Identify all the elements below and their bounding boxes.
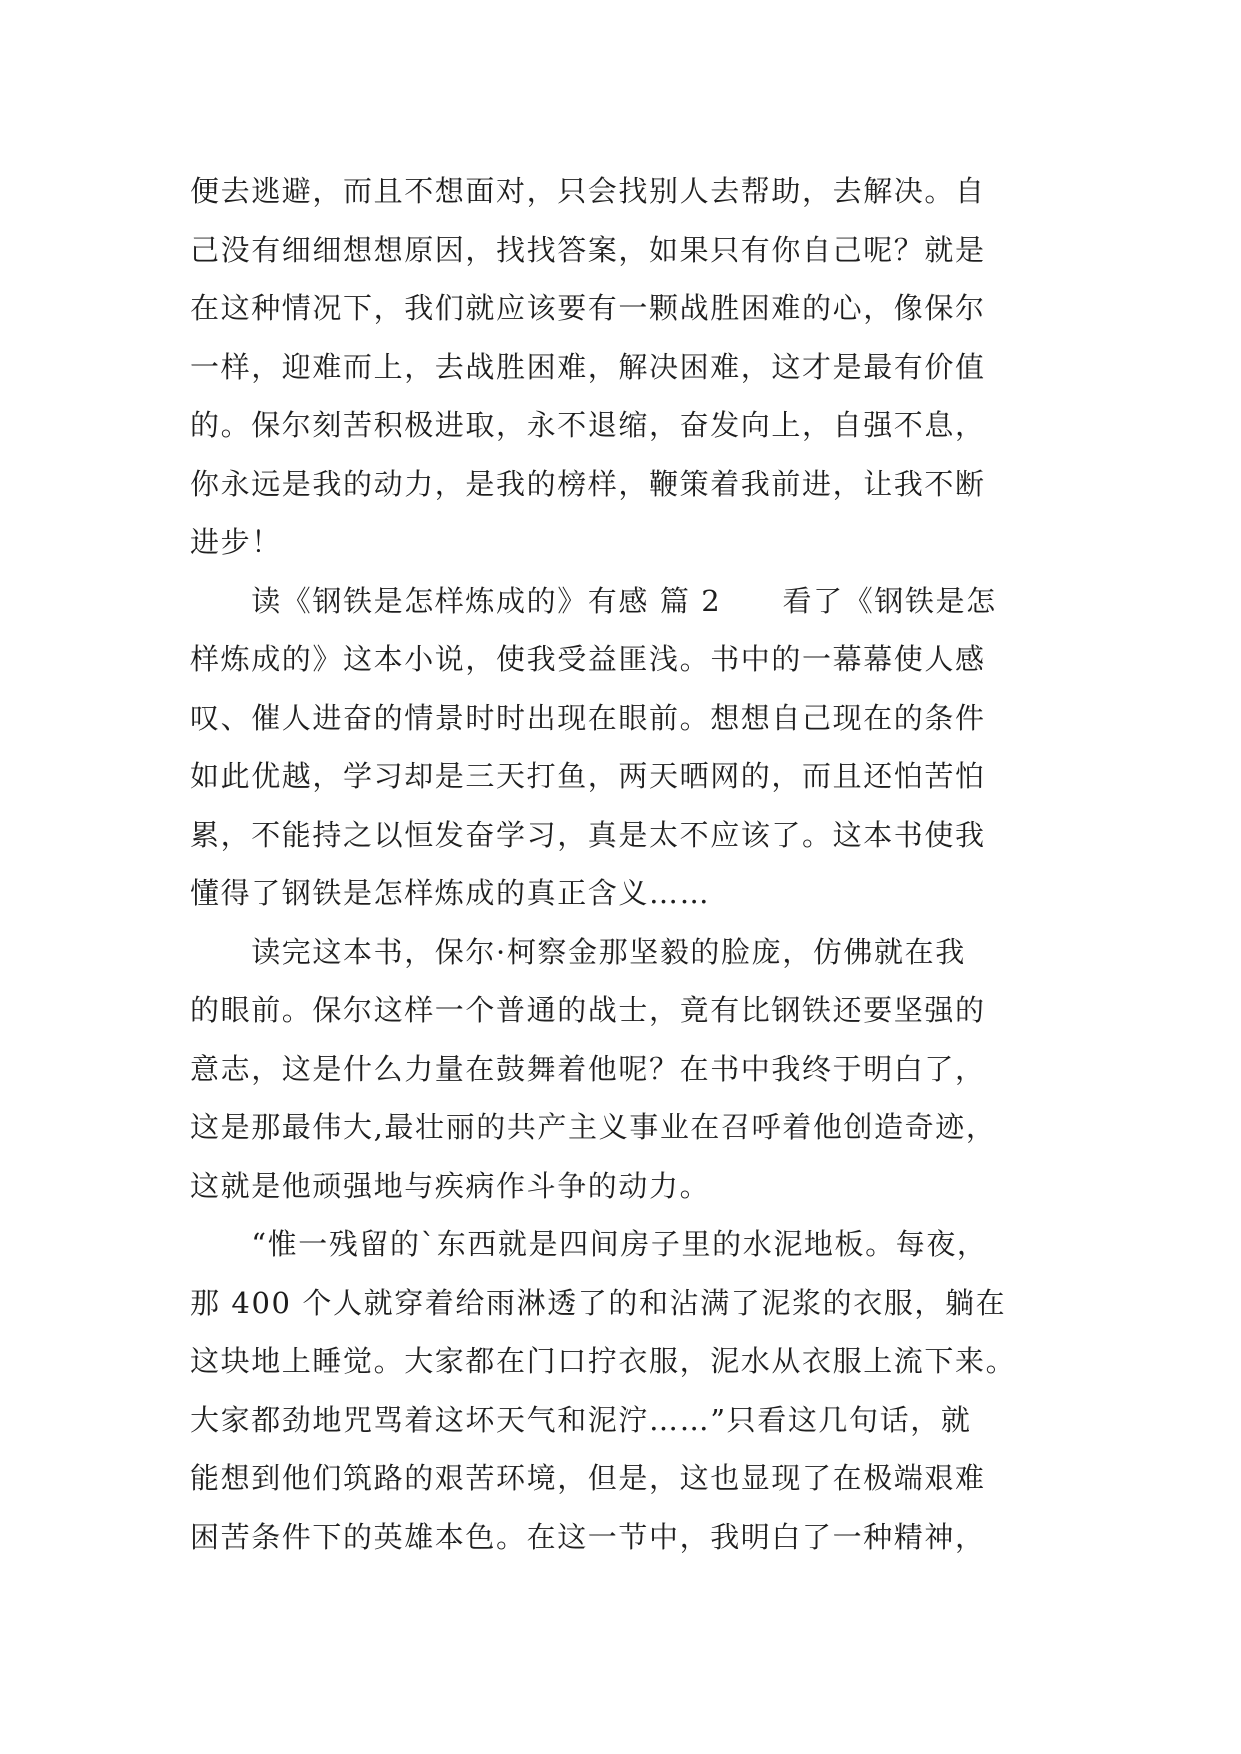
text-line: 这块地上睡觉。大家都在门口拧衣服，泥水从衣服上流下来。 [190,1344,1017,1378]
body-text [190,162,1050,1566]
text-line: 读完这本书，保尔·柯察金那坚毅的脸庞，仿佛就在我 [190,934,966,969]
text-line: 那 400 个人就穿着给雨淋透了的和沾满了泥浆的衣服，躺在 [190,1285,1007,1320]
text-line: 在这种情况下，我们就应该要有一颗战胜困难的心，像保尔 [190,291,986,325]
text-line: 能想到他们筑路的艰苦环境，但是，这也显现了在极端艰难 [190,1461,986,1495]
text-line: 你永远是我的动力，是我的榜样，鞭策着我前进，让我不断 [190,466,986,501]
text-line: 意志，这是什么力量在鼓舞着他呢？在书中我终于明白了， [190,1051,986,1086]
text-line: 的眼前。保尔这样一个普通的战士，竟有比钢铁还要坚强的 [190,993,986,1027]
text-line: 进步！ [190,525,282,559]
text-line: 懂得了钢铁是怎样炼成的真正含义…… [190,876,711,910]
text-line: “惟一残留的`东西就是四间房子里的水泥地板。每夜， [190,1227,988,1261]
text-line: 叹、催人进奋的情景时时出现在眼前。想想自己现在的条件 [190,700,986,735]
text-line: 这就是他顽强地与疾病作斗争的动力。 [190,1168,711,1203]
text-line: 便去逃避，而且不想面对，只会找别人去帮助，去解决。自 [190,174,986,208]
text-line: 的。保尔刻苦积极进取，永不退缩，奋发向上，自强不息， [190,408,986,442]
text-line: 读《钢铁是怎样炼成的》有感 篇 2 看了《钢铁是怎 [190,583,997,618]
text-line: 困苦条件下的英雄本色。在这一节中，我明白了一种精神， [190,1519,986,1554]
text-line: 累，不能持之以恒发奋学习，真是太不应该了。这本书使我 [190,817,986,852]
text-line: 这是那最伟大,最壮丽的共产主义事业在召呼着他创造奇迹， [190,1110,997,1144]
text-line: 大家都劲地咒骂着这坏天气和泥泞……”只看这几句话，就 [190,1402,972,1437]
text-line: 一样，迎难而上，去战胜困难，解决困难，这才是最有价值 [190,349,986,384]
text-line: 如此优越，学习却是三天打鱼，两天晒网的，而且还怕苦怕 [190,759,986,793]
text-line: 己没有细细想想原因，找找答案，如果只有你自己呢？就是 [190,232,986,267]
text-line: 样炼成的》这本小说，使我受益匪浅。书中的一幕幕使人感 [190,642,986,676]
